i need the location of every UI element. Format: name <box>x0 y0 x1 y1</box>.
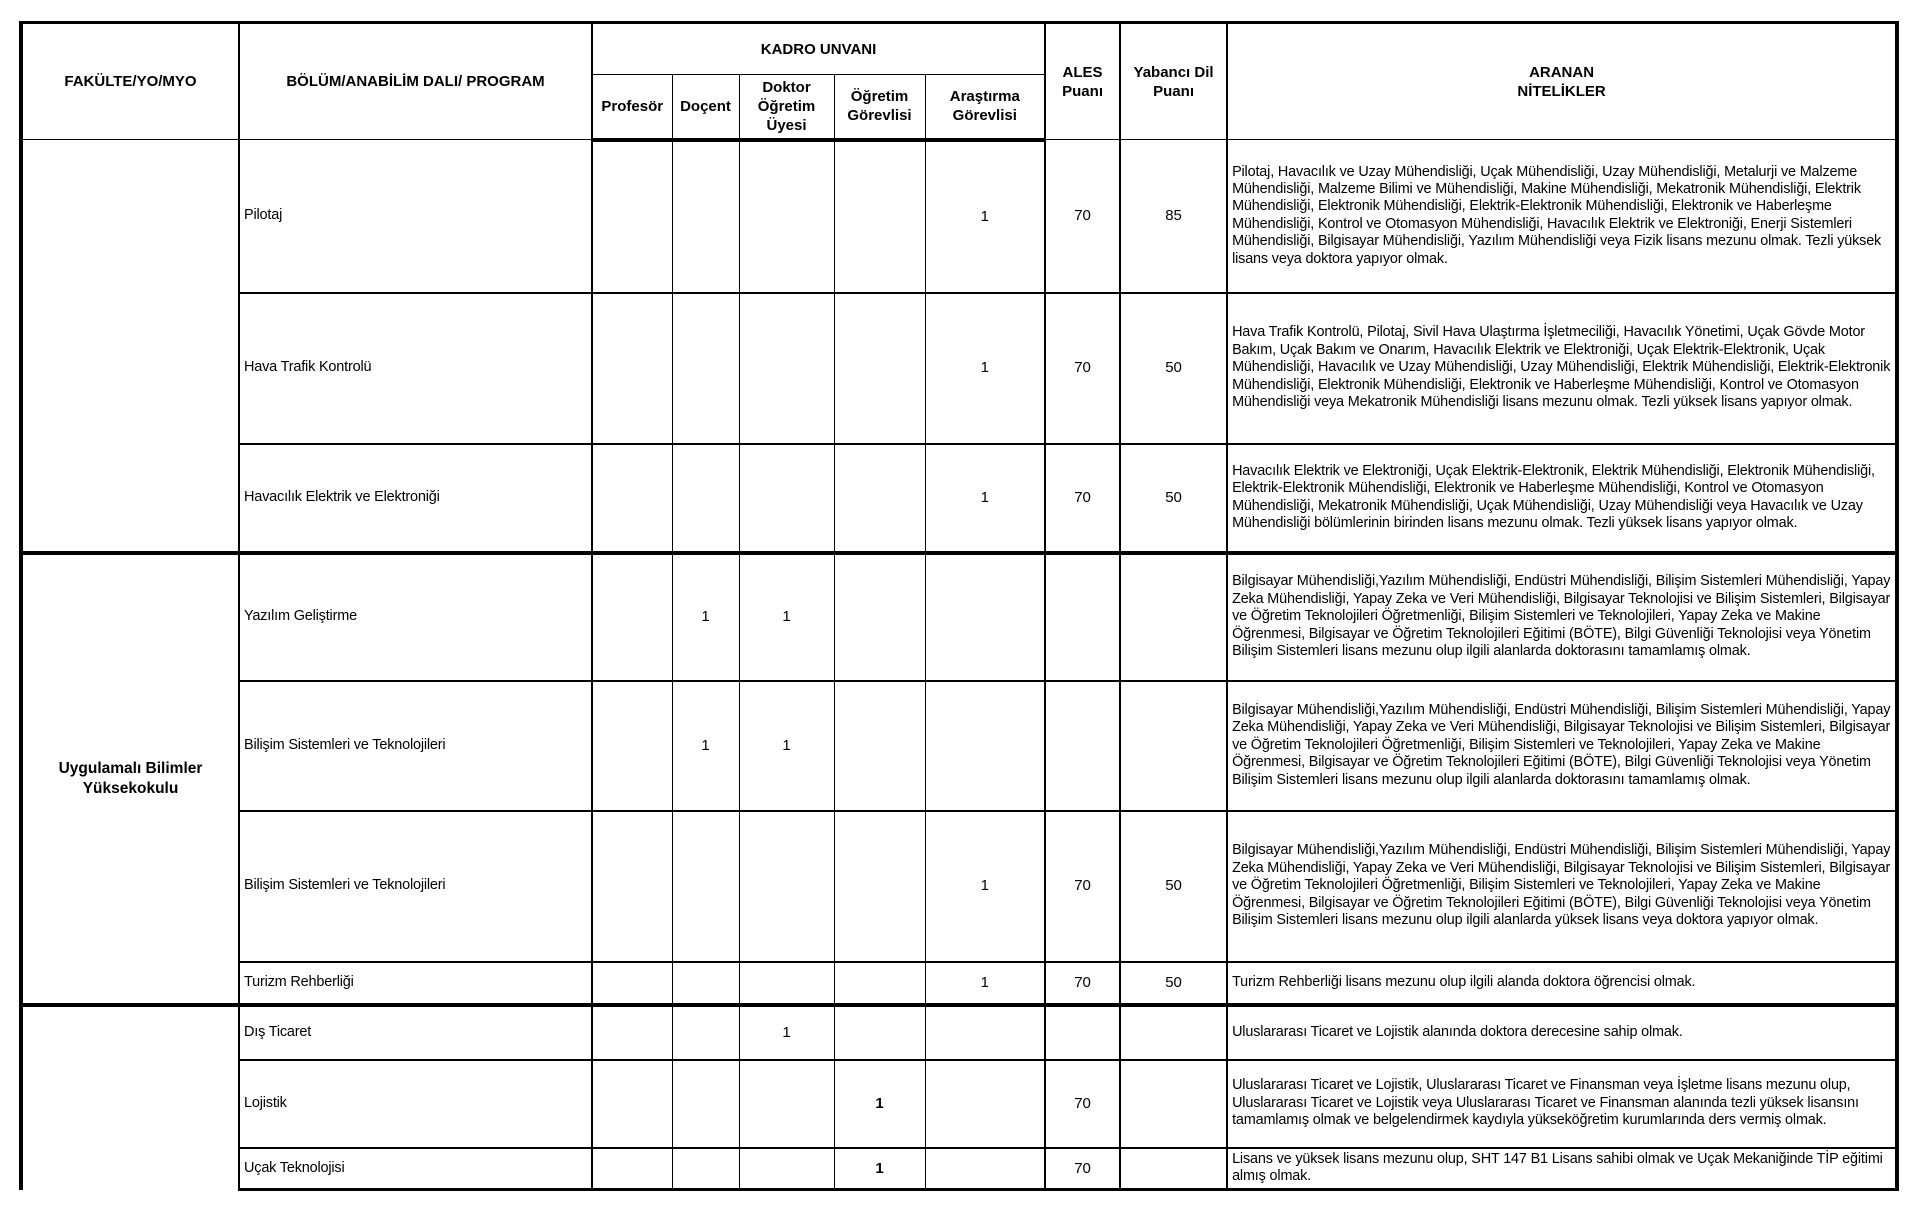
requirements-cell: Havacılık Elektrik ve Elektroniği, Uçak Elektrik-Elektronik, Elektrik Mühendisliği, Elektronik Mühendisliği, Elektrik-Elektronik Mühendisliği, Elektronik ve Haberleşme Mühendisliği, Kontrol ve Otomasyon Mühendisliği, Mekatronik Mühendisliği, Uçak Mühendisliği, Uzay Mühendisliği veya Havacılık ve Uzay Mühendisliği bölümlerinin birinden lisans mezunu olmak. Tezli yüksek lisans yapıyor olmak. <box>1227 444 1897 553</box>
ales-cell: 70 <box>1045 1148 1120 1190</box>
table-row <box>21 811 1897 962</box>
requirements-cell: Hava Trafik Kontrolü, Pilotaj, Sivil Hava Ulaştırma İşletmeciliği, Havacılık Yönetimi, Uçak Gövde Motor Bakım, Uçak Bakım ve Onarım, Havacılık Elektrik ve Elektroniği, Uçak Elektrik-Elektronik, Uçak Mühendisliği, Havacılık ve Uzay Mühendisliği, Uzay Mühendisliği, Elektrik Mühendisliği, Elektrik-Elektronik Mühendisliği, Elektronik Mühendisliği, Elektronik ve Haberleşme Mühendisliği, Kontrol ve Otomasyon Mühendisliği veya Mekatronik Mühendisliği lisans mezunu olmak. Tezli yüksek lisans yapıyor olmak. <box>1227 293 1897 444</box>
yabanci-dil-cell <box>1120 553 1227 681</box>
header-docent: Doçent <box>672 75 739 140</box>
program-cell: Uçak Teknolojisi <box>239 1148 592 1190</box>
docent-cell <box>672 811 739 962</box>
arastirma-gorevlisi-cell: 1 <box>925 444 1045 553</box>
table-row <box>21 1148 1897 1190</box>
table-row <box>21 553 1897 681</box>
ales-cell: 70 <box>1045 293 1120 444</box>
requirements-cell: Lisans ve yüksek lisans mezunu olup, SHT 147 B1 Lisans sahibi olmak ve Uçak Mekaniğinde TİP eğitimi almış olmak. <box>1227 1148 1897 1190</box>
header-arastirma-gorevlisi <box>925 75 1045 140</box>
header-yabanci-dil <box>1120 23 1227 140</box>
requirements-cell: Uluslararası Ticaret ve Lojistik, Uluslararası Ticaret ve Finansman veya İşletme lisans mezunu olup, Uluslararası Ticaret ve Lojistik veya Uluslararası Ticaret ve Finansman alanında tezli yüksek lisansını tamamlamış olmak ve belgelendirmek kaydıyla yükseköğretim kurumlarında ders vermiş olmak. <box>1227 1060 1897 1148</box>
ogretim-gorevlisi-cell: 1 <box>834 1060 925 1148</box>
yabanci-dil-cell: 85 <box>1120 140 1227 293</box>
table-row <box>21 140 1897 293</box>
dr-ogretim-uyesi-cell <box>739 962 834 1005</box>
program-cell: Dış Ticaret <box>239 1005 592 1060</box>
docent-cell <box>672 1060 739 1148</box>
yabanci-dil-cell <box>1120 1148 1227 1190</box>
faculty-cell: Uygulamalı Bilimler Yüksekokulu <box>21 553 239 1005</box>
header-ogretim-gorevlisi-label: Öğretim Görevlisi <box>847 88 912 125</box>
program-cell: Bilişim Sistemleri ve Teknolojileri <box>239 811 592 962</box>
requirements-cell: Bilgisayar Mühendisliği,Yazılım Mühendisliği, Endüstri Mühendisliği, Bilişim Sistemleri Mühendisliği, Yapay Zeka Mühendisliği, Yapay Zeka ve Veri Mühendisliği, Bilgisayar Teknolojisi ve Bilişim Sistemleri, Bilgisayar ve Öğretim Teknolojileri Öğretmenliği, Bilişim Sistemleri ve Teknolojileri, Yapay Zeka ve Makine Öğrenmesi, Bilgisayar ve Öğretim Teknolojileri Eğitimi (BÖTE), Bilgi Güvenliği Teknolojisi veya Yönetim Bilişim Sistemleri lisans mezunu olup ilgili alanlarda yüksek lisans veya doktora yapıyor olmak. <box>1227 811 1897 962</box>
dr-ogretim-uyesi-cell: 1 <box>739 681 834 811</box>
header-dr-ogretim-uyesi-label: Doktor Öğretim Üyesi <box>757 78 816 134</box>
docent-cell <box>672 140 739 293</box>
docent-cell: 1 <box>672 681 739 811</box>
yabanci-dil-cell: 50 <box>1120 293 1227 444</box>
docent-cell <box>672 962 739 1005</box>
ales-cell: 70 <box>1045 811 1120 962</box>
arastirma-gorevlisi-cell <box>925 1060 1045 1148</box>
program-cell: Havacılık Elektrik ve Elektroniği <box>239 444 592 553</box>
ales-cell: 70 <box>1045 1060 1120 1148</box>
program-cell: Turizm Rehberliği <box>239 962 592 1005</box>
yabanci-dil-cell: 50 <box>1120 962 1227 1005</box>
requirements-cell: Uluslararası Ticaret ve Lojistik alanında doktora derecesine sahip olmak. <box>1227 1005 1897 1060</box>
header-ales <box>1045 23 1120 140</box>
header-ales-label: ALES Puanı <box>1062 63 1103 100</box>
yabanci-dil-cell: 50 <box>1120 811 1227 962</box>
header-program: BÖLÜM/ANABİLİM DALI/ PROGRAM <box>239 23 592 140</box>
header-faculty: FAKÜLTE/YO/MYO <box>21 23 239 140</box>
profesor-cell <box>592 1005 672 1060</box>
table-row <box>21 293 1897 444</box>
yabanci-dil-cell <box>1120 681 1227 811</box>
header-kadro-unvani: KADRO UNVANI <box>592 23 1045 75</box>
dr-ogretim-uyesi-cell <box>739 1148 834 1190</box>
ogretim-gorevlisi-cell <box>834 811 925 962</box>
header-aranan: ARANAN <box>1529 63 1595 81</box>
dr-ogretim-uyesi-cell: 1 <box>739 1005 834 1060</box>
ogretim-gorevlisi-cell <box>834 1005 925 1060</box>
table-row <box>21 1005 1897 1060</box>
requirements-cell: Bilgisayar Mühendisliği,Yazılım Mühendisliği, Endüstri Mühendisliği, Bilişim Sistemleri Mühendisliği, Yapay Zeka Mühendisliği, Yapay Zeka ve Veri Mühendisliği, Bilgisayar Teknolojisi ve Bilişim Sistemleri, Bilgisayar ve Öğretim Teknolojileri Öğretmenliği, Bilişim Sistemleri ve Teknolojileri, Yapay Zeka ve Makine Öğrenmesi, Bilgisayar ve Öğretim Teknolojileri Eğitimi (BÖTE), Bilgi Güvenliği Teknolojisi veya Yönetim Bilişim Sistemleri lisans mezunu olup ilgili alanlarda doktorasını tamamlamış olmak. <box>1227 681 1897 811</box>
faculty-cell <box>21 1005 239 1190</box>
faculty-cell <box>21 140 239 553</box>
yabanci-dil-cell <box>1120 1005 1227 1060</box>
arastirma-gorevlisi-cell <box>925 1005 1045 1060</box>
ogretim-gorevlisi-cell <box>834 293 925 444</box>
dr-ogretim-uyesi-cell <box>739 811 834 962</box>
docent-cell <box>672 444 739 553</box>
arastirma-gorevlisi-cell <box>925 553 1045 681</box>
dr-ogretim-uyesi-cell <box>739 140 834 293</box>
header-aranan-nitelikler <box>1227 23 1897 140</box>
ales-cell <box>1045 681 1120 811</box>
arastirma-gorevlisi-cell: 1 <box>925 140 1045 293</box>
ogretim-gorevlisi-cell <box>834 444 925 553</box>
dr-ogretim-uyesi-cell <box>739 444 834 553</box>
ales-cell: 70 <box>1045 962 1120 1005</box>
ales-cell: 70 <box>1045 140 1120 293</box>
profesor-cell <box>592 553 672 681</box>
profesor-cell <box>592 293 672 444</box>
ales-cell <box>1045 553 1120 681</box>
ogretim-gorevlisi-cell <box>834 140 925 293</box>
arastirma-gorevlisi-cell <box>925 1148 1045 1190</box>
yabanci-dil-cell <box>1120 1060 1227 1148</box>
dr-ogretim-uyesi-cell <box>739 1060 834 1148</box>
dr-ogretim-uyesi-cell <box>739 293 834 444</box>
profesor-cell <box>592 962 672 1005</box>
ales-cell: 70 <box>1045 444 1120 553</box>
ogretim-gorevlisi-cell <box>834 962 925 1005</box>
header-nitelikler: NİTELİKLER <box>1517 82 1606 100</box>
profesor-cell <box>592 444 672 553</box>
docent-cell <box>672 1005 739 1060</box>
program-cell: Lojistik <box>239 1060 592 1148</box>
arastirma-gorevlisi-cell: 1 <box>925 962 1045 1005</box>
requirements-cell: Turizm Rehberliği lisans mezunu olup ilgili alanda doktora öğrencisi olmak. <box>1227 962 1897 1005</box>
staff-positions-table-sheet <box>19 21 1895 1188</box>
program-cell: Bilişim Sistemleri ve Teknolojileri <box>239 681 592 811</box>
table-row <box>21 444 1897 553</box>
docent-cell <box>672 1148 739 1190</box>
profesor-cell <box>592 681 672 811</box>
ales-cell <box>1045 1005 1120 1060</box>
ogretim-gorevlisi-cell <box>834 553 925 681</box>
table-row <box>21 681 1897 811</box>
header-profesor: Profesör <box>592 75 672 140</box>
docent-cell: 1 <box>672 553 739 681</box>
arastirma-gorevlisi-cell <box>925 681 1045 811</box>
program-cell: Pilotaj <box>239 140 592 293</box>
table-row <box>21 1060 1897 1148</box>
profesor-cell <box>592 1148 672 1190</box>
profesor-cell <box>592 811 672 962</box>
staff-positions-table <box>19 21 1899 1191</box>
arastirma-gorevlisi-cell: 1 <box>925 293 1045 444</box>
program-cell: Yazılım Geliştirme <box>239 553 592 681</box>
header-ogretim-gorevlisi <box>834 75 925 140</box>
dr-ogretim-uyesi-cell: 1 <box>739 553 834 681</box>
requirements-cell: Pilotaj, Havacılık ve Uzay Mühendisliği, Uçak Mühendisliği, Uzay Mühendisliği, Metalurji ve Malzeme Mühendisliği, Malzeme Bilimi ve Mühendisliği, Makine Mühendisliği, Mekatronik Mühendisliği, Elektrik Mühendisliği, Elektronik Mühendisliği, Elektrik-Elektronik Mühendisliği, Elektronik ve Haberleşme Mühendisliği, Kontrol ve Otomasyon Mühendisliği, Havacılık Elektrik ve Elektroniği, Enerji Sistemleri Mühendisliği, Bilgisayar Mühendisliği, Yazılım Mühendisliği veya Fizik lisans mezunu olmak. Tezli yüksek lisans veya doktora yapıyor olmak. <box>1227 140 1897 293</box>
program-cell: Hava Trafik Kontrolü <box>239 293 592 444</box>
ogretim-gorevlisi-cell: 1 <box>834 1148 925 1190</box>
table-row <box>21 962 1897 1005</box>
yabanci-dil-cell: 50 <box>1120 444 1227 553</box>
profesor-cell <box>592 1060 672 1148</box>
requirements-cell: Bilgisayar Mühendisliği,Yazılım Mühendisliği, Endüstri Mühendisliği, Bilişim Sistemleri Mühendisliği, Yapay Zeka Mühendisliği, Yapay Zeka ve Veri Mühendisliği, Bilgisayar Teknolojisi ve Bilişim Sistemleri, Bilgisayar ve Öğretim Teknolojileri Öğretmenliği, Bilişim Sistemleri ve Teknolojileri, Yapay Zeka ve Makine Öğrenmesi, Bilgisayar ve Öğretim Teknolojileri Eğitimi (BÖTE), Bilgi Güvenliği Teknolojisi veya Yönetim Bilişim Sistemleri lisans mezunu olup ilgili alanlarda doktorasını tamamlamış olmak. <box>1227 553 1897 681</box>
header-yabanci-dil-label: Yabancı Dil Puanı <box>1133 63 1214 100</box>
header-arastirma-gorevlisi-label: Araştırma Görevlisi <box>949 88 1020 125</box>
header-dr-ogretim-uyesi <box>739 75 834 140</box>
docent-cell <box>672 293 739 444</box>
ogretim-gorevlisi-cell <box>834 681 925 811</box>
arastirma-gorevlisi-cell: 1 <box>925 811 1045 962</box>
profesor-cell <box>592 140 672 293</box>
